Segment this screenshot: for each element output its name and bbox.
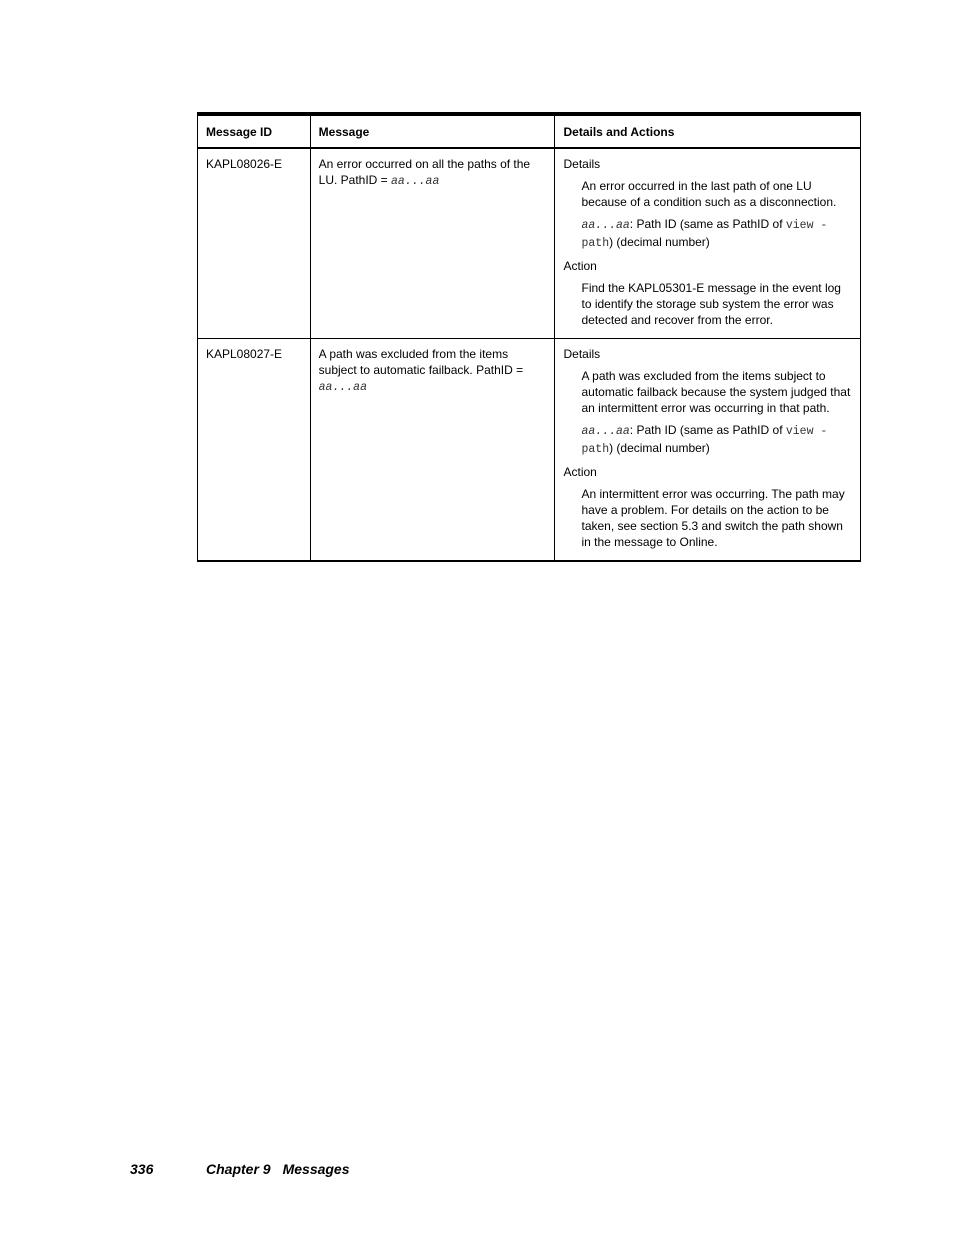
message-cell (310, 148, 555, 339)
details-cell (555, 148, 861, 339)
details-label: Details (563, 347, 601, 361)
variable-description (581, 216, 852, 252)
variable-desc-pre: : Path ID (same as PathID of (629, 423, 786, 437)
message-variable: aa...aa (318, 381, 367, 394)
page-number: 336 (130, 1161, 154, 1177)
variable-desc-post: ) (decimal number) (609, 441, 710, 455)
variable-desc-post: ) (decimal number) (609, 235, 710, 249)
message-variable: aa...aa (391, 175, 440, 188)
variable-desc-pre: : Path ID (same as PathID of (629, 217, 786, 231)
header-details: Details and Actions (555, 114, 861, 148)
message-text: A path was excluded from the items subject to automatic failback. PathID = (318, 347, 524, 377)
header-message-id: Message ID (198, 114, 311, 148)
details-cell (555, 339, 861, 562)
details-label: Details (563, 157, 601, 171)
action-label: Action (563, 259, 597, 273)
message-cell (310, 339, 555, 562)
variable-command: view -path (581, 425, 828, 456)
variable-name: aa...aa (581, 425, 630, 438)
chapter-label: Chapter 9 (206, 1161, 271, 1177)
action-text: An intermittent error was occurring. The path may have a problem. For details on the action to be taken, see section 5.3 and switch the path shown in the message to Online. (581, 487, 845, 549)
details-text: A path was excluded from the items subject to automatic failback because the system judged that an intermittent error was occurring in that path. (581, 369, 851, 415)
variable-name: aa...aa (581, 219, 630, 232)
table-header-row (198, 114, 861, 148)
variable-description (581, 422, 852, 458)
messages-table (197, 112, 861, 562)
table-row (198, 148, 861, 339)
variable-command: view -path (581, 219, 828, 250)
section-title: Messages (282, 1161, 350, 1177)
details-text: An error occurred in the last path of one LU because of a condition such as a disconnection. (581, 179, 837, 209)
message-id-cell: KAPL08026-E (198, 148, 311, 339)
message-text: An error occurred on all the paths of the LU. PathID = (318, 157, 531, 187)
message-id-cell: KAPL08027-E (198, 339, 311, 562)
table-row (198, 339, 861, 562)
action-label: Action (563, 465, 597, 479)
page-footer (130, 1160, 350, 1178)
action-text: Find the KAPL05301-E message in the event log to identify the storage sub system the error was detected and recover from the error. (581, 281, 841, 327)
header-message: Message (310, 114, 555, 148)
